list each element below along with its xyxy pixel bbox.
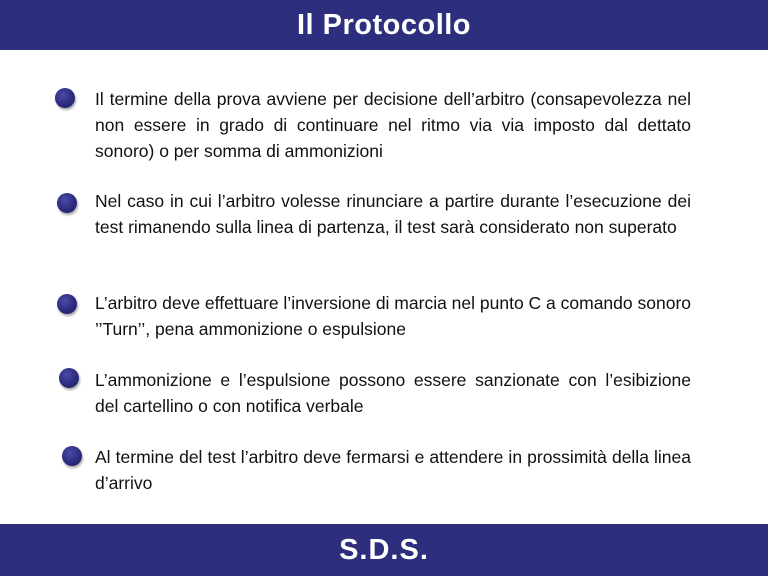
bullet-text: Il termine della prova avviene per decisione dell’arbitro (consapevolezza nel non essere in grado di continuare nel ritmo via via imposto dal dettato sonoro) o per somma di ammonizioni: [95, 89, 691, 161]
bullet-text: Al termine del test l’arbitro deve fermarsi e attendere in prossimità della linea d’arrivo: [95, 447, 691, 493]
bullet-icon: [57, 294, 77, 314]
bullet-item: [95, 188, 691, 240]
bullet-icon: [55, 88, 75, 108]
footer-bar: [0, 524, 768, 576]
bullet-item: [95, 367, 691, 419]
bullet-icon: [57, 193, 77, 213]
title-bar: [0, 0, 768, 50]
bullet-icon: [59, 368, 79, 388]
bullet-icon: [62, 446, 82, 466]
bullet-text: L’ammonizione e l’espulsione possono essere sanzionate con l’esibizione del cartellino o con notifica verbale: [95, 370, 691, 416]
bullet-item: [95, 86, 691, 164]
slide-title: Il Protocollo: [296, 8, 472, 41]
bullet-item: [95, 444, 691, 496]
bullet-text: L’arbitro deve effettuare l’inversione di marcia nel punto C a comando sonoro ’’Turn’’, pena ammonizione o espulsione: [95, 293, 691, 339]
bullet-item: [95, 290, 691, 342]
footer-title: S.D.S.: [339, 533, 429, 566]
bullet-text: Nel caso in cui l’arbitro volesse rinunciare a partire durante l’esecuzione dei test rimanendo sulla linea di partenza, il test sarà considerato non superato: [95, 191, 691, 237]
